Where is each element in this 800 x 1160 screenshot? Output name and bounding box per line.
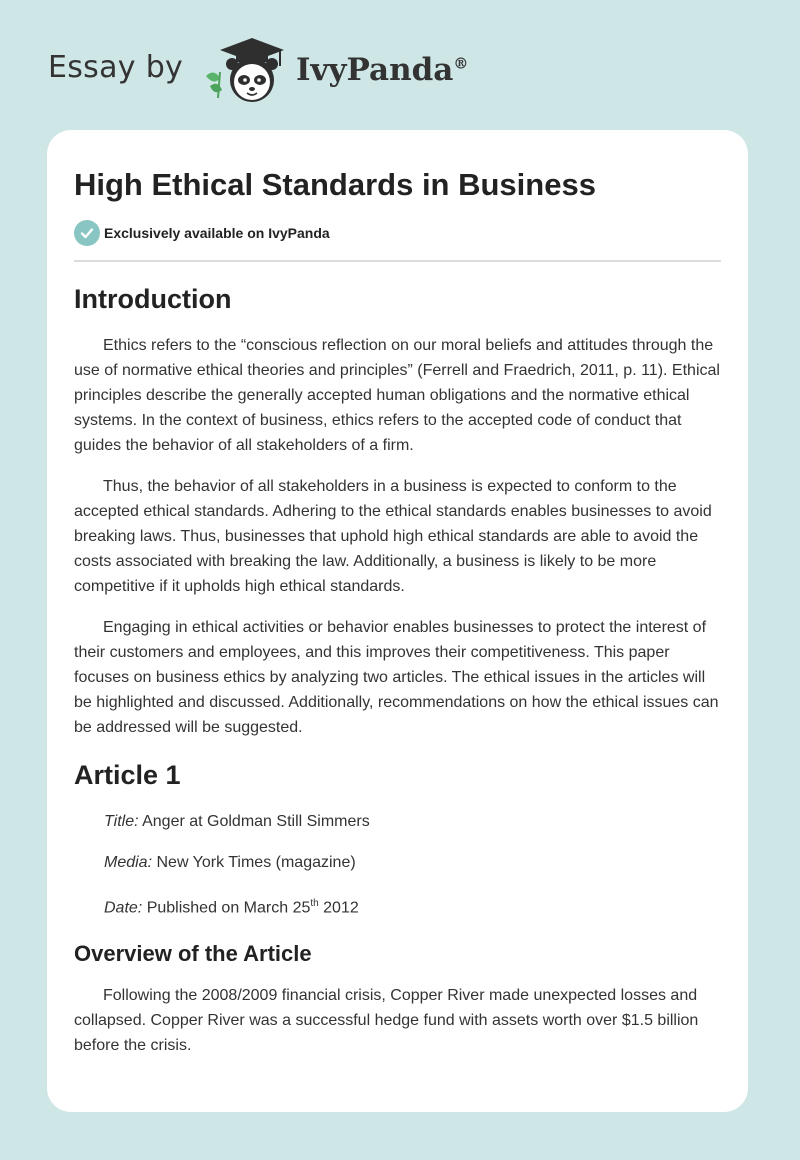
intro-paragraph-1: Ethics refers to the “conscious reflection on our moral beliefs and attitudes through the use of normative ethical theories and principles” (Ferrell and Fraedrich, 2011, p. 11). Ethical principles describe the generally accepted human obligations and the normative ethical systems. In the context of business, ethics refers to the accepted code of conduct that guides the behavior of all stakeholders of a firm. xyxy=(74,337,720,454)
essay-card xyxy=(47,130,748,1112)
site-header xyxy=(0,0,800,130)
title-value: Anger at Goldman Still Simmers xyxy=(142,813,370,830)
panda-logo-icon[interactable] xyxy=(200,36,296,108)
date-suffix: th xyxy=(310,898,319,909)
registered-mark: ® xyxy=(453,54,469,73)
media-value: New York Times (magazine) xyxy=(156,854,356,871)
overview-paragraph-1: Following the 2008/2009 financial crisis, Copper River made unexpected losses and collapsed. Copper River was a successful hedge fund with assets worth over $1.5 billion before the crisis. xyxy=(74,987,699,1055)
intro-paragraph-2: Thus, the behavior of all stakeholders in a business is expected to conform to the accepted ethical standards. Adhering to the ethical standards enables businesses to avoid breaking laws. Thus, businesses that uphold high ethical standards are able to avoid the costs associated with breaking the law. Additionally, a business is likely to be more competitive if it upholds high ethical standards. xyxy=(74,478,712,595)
date-value: Published on March 25 xyxy=(146,899,311,917)
check-icon xyxy=(74,220,100,246)
brand-name[interactable]: IvyPanda® xyxy=(296,52,469,88)
article-title-line xyxy=(74,811,721,833)
section-heading-article-1: Article 1 xyxy=(74,760,181,790)
date-year: 2012 xyxy=(323,899,359,917)
article-media-line xyxy=(74,852,721,874)
section-heading-introduction: Introduction xyxy=(74,284,232,314)
page-title: High Ethical Standards in Business xyxy=(74,167,596,202)
title-label: Title: xyxy=(104,813,139,830)
essay-by-label: Essay by xyxy=(48,50,184,85)
date-label: Date: xyxy=(104,899,143,917)
section-heading-overview: Overview of the Article xyxy=(74,941,312,967)
exclusive-label: Exclusively available on IvyPanda xyxy=(104,225,330,241)
divider xyxy=(74,260,721,262)
intro-paragraph-3: Engaging in ethical activities or behavior enables businesses to protect the interest of their customers and employees, and this improves their competitiveness. This paper focuses on business ethics by analyzing two articles. The ethical issues in the articles will be highlighted and discussed. Additionally, recommendations on how the ethical issues can be addressed will be suggested. xyxy=(74,619,719,736)
media-label: Media: xyxy=(104,854,153,871)
article-date-line xyxy=(74,893,721,919)
exclusive-badge xyxy=(74,220,721,246)
